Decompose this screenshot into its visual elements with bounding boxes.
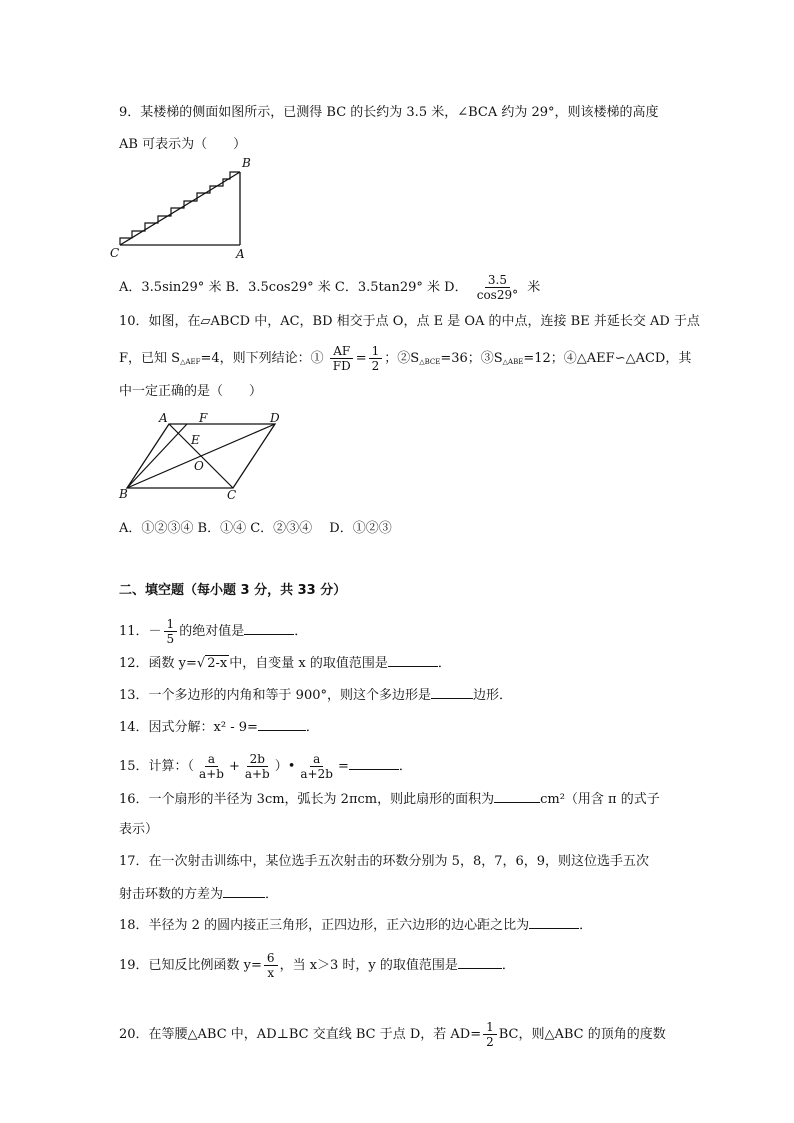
- q18: [119, 916, 592, 935]
- q19-end: ．: [501, 958, 515, 973]
- q12-answer-blank[interactable]: [388, 654, 438, 667]
- q15-frac3: [297, 752, 336, 781]
- q11-end: ．: [294, 624, 308, 639]
- q20-den: 2: [486, 1035, 494, 1049]
- q18-pre: 18．半径为 2 的圆内接正三角形，正四边形，正六边形的边心距之比为: [119, 918, 530, 933]
- q10-line2: [119, 344, 691, 373]
- q20-pre: 20．在等腰△ABC 中，AD⊥BC 交直线 BC 于点 D，若 AD=: [119, 1027, 482, 1042]
- q18-answer-blank[interactable]: [529, 916, 579, 929]
- q10-frac1-num: AF: [330, 344, 353, 359]
- staircase-figure: [110, 155, 260, 265]
- q17-pre: 射击环数的方差为: [119, 887, 224, 902]
- q10-sub1: △AEF: [180, 358, 201, 366]
- q10-eq: =: [355, 351, 367, 366]
- q13: [119, 686, 512, 705]
- q10-label-D: D: [270, 412, 280, 425]
- q12-radicand: 2-x: [207, 656, 228, 671]
- parallelogram-figure: [115, 412, 290, 504]
- q11-num: 1: [164, 617, 178, 632]
- q10-text-e: =12；④△AEF∽△ACD，其: [523, 351, 692, 366]
- q17-end: ．: [265, 887, 279, 902]
- q19-num: 6: [264, 951, 278, 966]
- q13-end: 边形．: [473, 688, 513, 703]
- q10-options: A．①②③④ B．①④ C．②③④ D．①②③: [119, 521, 392, 536]
- q19-den: x: [267, 966, 275, 980]
- q15-f3n: a: [310, 752, 323, 767]
- q11-post: 的绝对值是: [179, 624, 245, 639]
- q9-line1: 9．某楼梯的侧面如图所示，已测得 BC 的长约为 3.5 米，∠BCA 约为 29°，则该楼梯的高度: [119, 105, 659, 120]
- q11-answer-blank[interactable]: [244, 622, 294, 635]
- q15-f3d: a+2b: [300, 767, 333, 781]
- q10-label-O: O: [194, 459, 204, 473]
- q13-answer-blank[interactable]: [431, 686, 473, 699]
- q10-frac1: [330, 344, 354, 373]
- q17-answer-blank[interactable]: [223, 885, 265, 898]
- q11: [119, 617, 307, 646]
- q10-label-B: B: [119, 487, 128, 501]
- q16-line1: [119, 790, 660, 809]
- q15-eq: =: [337, 759, 349, 774]
- q14: [119, 718, 319, 737]
- q19-frac: [264, 951, 278, 980]
- q19: [119, 951, 515, 980]
- q12-end: ．: [437, 656, 451, 671]
- q20: [119, 1020, 666, 1049]
- q10-text-a: F，已知 S: [119, 351, 181, 366]
- q15-f2n: 2b: [247, 752, 268, 767]
- q14-end: ．: [305, 720, 319, 735]
- q15-answer-blank[interactable]: [349, 757, 399, 770]
- q9-options-text: A．3.5sin29° 米 B．3.5cos29° 米 C．3.5tan29° 米 D．: [119, 280, 468, 295]
- q17-line1: 17．在一次射击训练中，某位选手五次射击的环数分别为 5，8，7，6，9，则这位选手五次: [119, 854, 650, 869]
- q16-line2: 表示）: [119, 822, 159, 837]
- q9-label-B: B: [242, 156, 251, 170]
- q10-text-d: =36；③S: [440, 351, 503, 366]
- q19-pre: 19．已知反比例函数 y=: [119, 958, 262, 973]
- q9-line2: AB 可表示为（ ）: [119, 137, 247, 152]
- q11-den: 5: [166, 632, 175, 646]
- q17-line2: [119, 885, 278, 904]
- q10-sub2: △BCE: [419, 358, 441, 366]
- q10-text-b: =4，则下列结论：①: [200, 351, 324, 366]
- q12-pre: 12．函数 y=: [119, 656, 197, 671]
- q9-optD-fraction: [474, 273, 521, 302]
- q15-frac1: [196, 752, 227, 781]
- q14-answer-blank[interactable]: [258, 718, 306, 731]
- q16-pre: 16．一个扇形的半径为 3cm，弧长为 2πcm，则此扇形的面积为: [119, 792, 495, 807]
- q15-f2d: a+b: [244, 767, 270, 781]
- q10-label-E: E: [191, 433, 200, 447]
- q15-mid: ）•: [274, 759, 296, 774]
- q13-pre: 13．一个多边形的内角和等于 900°，则这个多边形是: [119, 688, 431, 703]
- q15-f1d: a+b: [199, 767, 224, 781]
- q15-f1n: a: [205, 752, 218, 767]
- q10-frac2: [369, 344, 383, 373]
- section-title: 二、填空题（每小题 3 分，共 33 分）: [119, 583, 347, 598]
- q14-pre: 14．因式分解：x² - 9=: [119, 720, 258, 735]
- q10-frac2-num: 1: [369, 344, 383, 359]
- q18-end: ．: [579, 918, 593, 933]
- q9-label-C: C: [110, 246, 120, 260]
- q12-post: 中，自变量 x 的取值范围是: [229, 656, 388, 671]
- q10-frac2-den: 2: [371, 359, 380, 373]
- q19-post: ，当 x＞3 时，y 的取值范围是: [279, 958, 458, 973]
- q15-pre: 15．计算：（: [119, 759, 195, 774]
- q11-pre: 11．－: [119, 624, 162, 639]
- q15-frac2: [242, 752, 273, 781]
- q19-answer-blank[interactable]: [458, 956, 502, 969]
- q15: [119, 752, 412, 781]
- q11-frac: [164, 617, 178, 646]
- q10-line3: 中一定正确的是（ ）: [119, 384, 263, 399]
- q15-end: ．: [398, 759, 412, 774]
- q10-label-F: F: [199, 412, 208, 425]
- q20-num: 1: [483, 1020, 497, 1035]
- q16-answer-blank[interactable]: [494, 790, 540, 803]
- q10-text-c: ；②S: [384, 351, 420, 366]
- q12: [119, 654, 451, 673]
- q15-plus: +: [228, 759, 240, 774]
- sqrt-icon: √: [196, 656, 206, 671]
- q20-frac: [483, 1020, 497, 1049]
- q10-label-A: A: [159, 412, 168, 425]
- q9-optD-num: 3.5: [485, 273, 510, 288]
- q16-post: cm²（用含 π 的式子: [540, 792, 660, 807]
- q9-optD-unit: 米: [527, 280, 541, 295]
- q10-label-C: C: [227, 488, 237, 502]
- q9-options: [119, 273, 540, 302]
- q10-sub3: △ABE: [502, 358, 524, 366]
- q10-line1: 10．如图，在▱ABCD 中，AC，BD 相交于点 O，点 E 是 OA 的中点，连接 BE 并延长交 AD 于点: [119, 314, 700, 329]
- q9-optD-den: cos29°: [476, 288, 519, 302]
- q20-post: BC，则△ABC 的顶角的度数: [498, 1027, 666, 1042]
- q10-frac1-den: FD: [332, 359, 351, 373]
- q9-label-A: A: [236, 247, 245, 261]
